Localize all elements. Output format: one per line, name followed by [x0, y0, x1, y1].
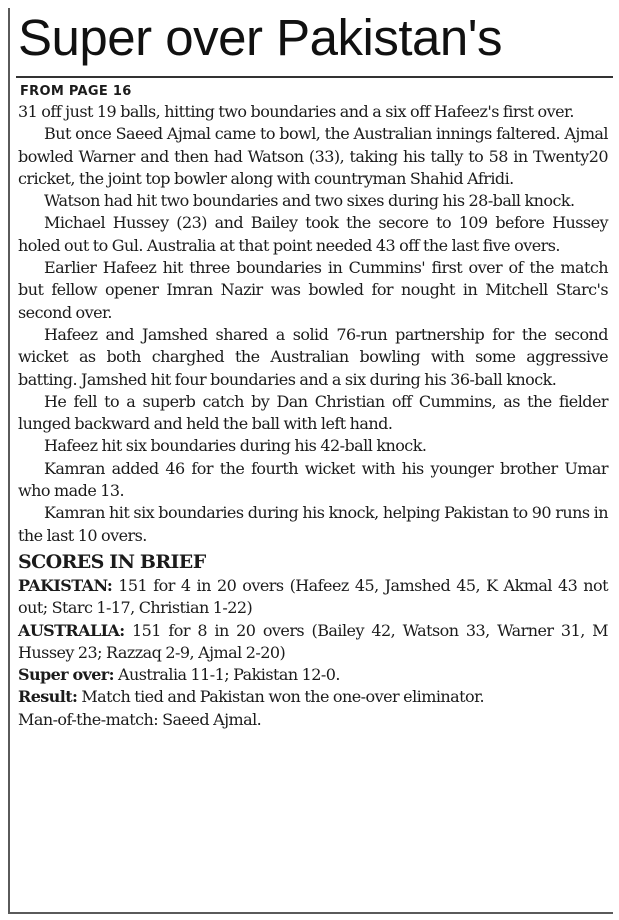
team-label: AUSTRALIA: — [18, 620, 125, 640]
score-line-result — [18, 686, 608, 708]
headline: Super over Pakistan's — [18, 9, 502, 66]
team-label: PAKISTAN: — [18, 575, 113, 595]
paragraph: Hafeez and Jamshed shared a solid 76-run partnership for the second wicket as both charghed the Australian bowling with some aggressive batting. Jamshed hit four boundaries and a six during his 36-ball knock. — [18, 324, 608, 389]
bottom-border-rule — [8, 912, 613, 914]
score-line-super-over — [18, 664, 608, 686]
article-body — [18, 101, 608, 731]
paragraph: But once Saeed Ajmal came to bowl, the Australian innings faltered. Ajmal bowled Warner and then had Watson (33), taking his tally to 58 in Twenty20 cricket, the joint top bowler along with countryman Shahid Afridi. — [18, 124, 608, 188]
score-text: 151 for 4 in 20 overs (Hafeez 45, Jamshed 45, K Akmal 43 not out; Starc 1-17, Christian 1-22) — [18, 575, 608, 618]
left-border-rule — [8, 8, 10, 913]
result-label: Result: — [18, 687, 78, 707]
paragraph: Earlier Hafeez hit three boundaries in Cummins' first over of the match but fellow opener Imran Nazir was bowled for nought in Mitchell Starc's second over. — [18, 258, 608, 322]
score-line-australia — [18, 620, 608, 665]
paragraph: Kamran hit six boundaries during his knock, helping Pakistan to 90 runs in the last 10 overs. — [18, 503, 608, 545]
paragraph: Watson had hit two boundaries and two sixes during his 28-ball knock. — [44, 191, 575, 211]
man-of-the-match: Man-of-the-match: Saeed Ajmal. — [18, 709, 262, 729]
scores-heading: SCORES IN BRIEF — [18, 550, 206, 573]
score-text: 151 for 8 in 20 overs (Bailey 42, Watson 33, Warner 31, M Hussey 23; Razzaq 2-9, Ajmal 2-20) — [18, 620, 608, 662]
paragraph: 31 off just 19 balls, hitting two boundaries and a six off Hafeez's first over. — [18, 102, 574, 121]
paragraph: Kamran added 46 for the fourth wicket with his younger brother Umar who made 13. — [18, 458, 608, 501]
paragraph: Michael Hussey (23) and Bailey took the secore to 109 before Hussey holed out to Gul. Australia at that point needed 43 off the last five overs. — [18, 213, 608, 255]
headline-rule — [16, 76, 613, 78]
super-over-label: Super over: — [18, 665, 114, 685]
score-line-pakistan — [18, 575, 608, 620]
paragraph: He fell to a superb catch by Dan Christian off Cummins, as the fielder lunged backward and held the ball with left hand. — [18, 391, 608, 434]
score-text: Match tied and Pakistan won the one-over eliminator. — [77, 687, 484, 707]
score-text: Australia 11-1; Pakistan 12-0. — [113, 665, 340, 685]
paragraph: Hafeez hit six boundaries during his 42-ball knock. — [44, 436, 427, 456]
kicker: FROM PAGE 16 — [20, 84, 132, 99]
